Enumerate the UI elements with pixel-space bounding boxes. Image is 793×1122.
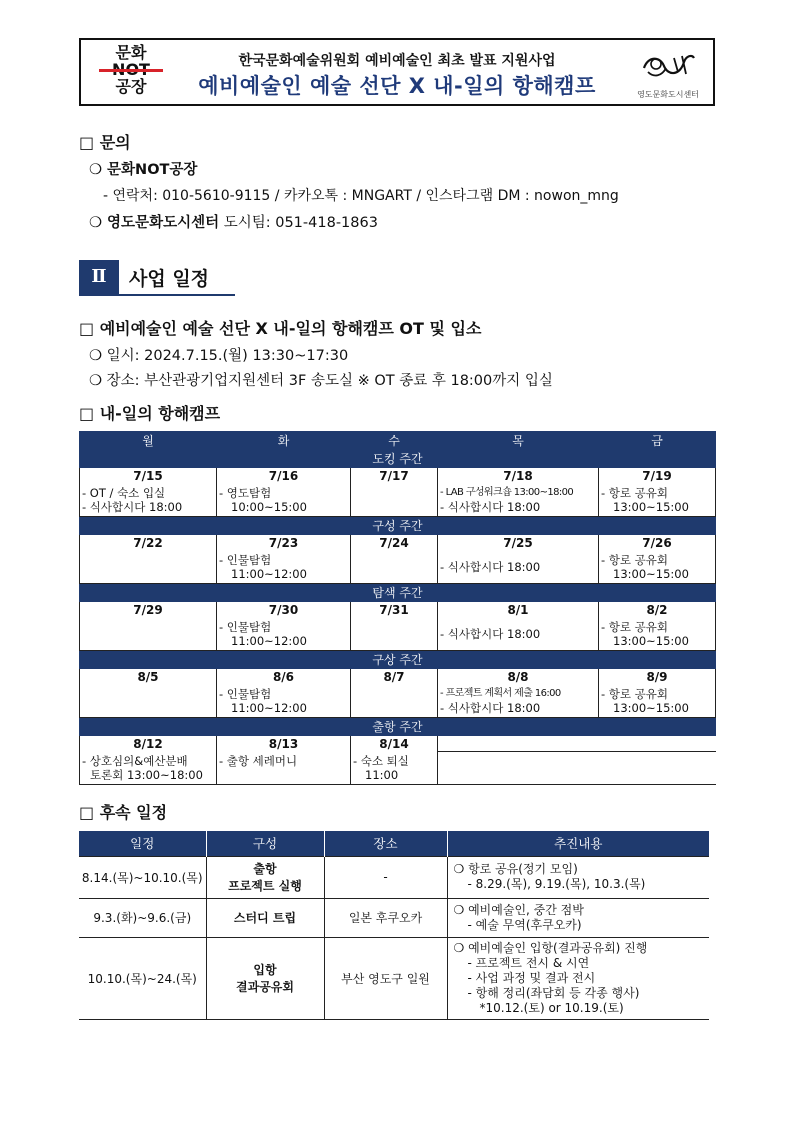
activity-line: - 식사합시다 18:00: [440, 499, 541, 514]
content-line: - 항해 정리(좌담회 등 각종 행사): [467, 985, 640, 1000]
composition-cell: [206, 856, 324, 898]
weekday-header-row: [80, 432, 716, 450]
camp-schedule-table: [79, 431, 716, 785]
weekday-mon: 월: [80, 432, 217, 450]
week-label-row: [80, 584, 716, 602]
date-cell: 7/22: [80, 535, 217, 551]
activity-line: - 상호심의&예산분배: [82, 753, 188, 768]
date-cell: 7/17: [351, 468, 438, 484]
date-cell: 8/14: [351, 736, 438, 752]
activity-time: 13:00~15:00: [613, 499, 689, 514]
activity-line: - 식사합시다 18:00: [82, 499, 183, 514]
activity-time: 11:00: [365, 767, 399, 782]
section-number: Ⅱ: [79, 260, 119, 294]
week-label: 구성 주간: [80, 517, 716, 535]
content-line: - 예술 무역(후쿠오카): [467, 917, 582, 932]
activity-time: 11:00~12:00: [231, 700, 307, 715]
weekday-tue: 화: [217, 432, 351, 450]
activity-cell: [80, 551, 217, 584]
date-cell: 8/12: [80, 736, 217, 752]
activity-cell: [351, 551, 438, 584]
date-row: [80, 669, 716, 685]
date-cell: 7/31: [351, 602, 438, 618]
activity-line: - 항로 공유회: [601, 619, 669, 634]
week-label-row: [80, 651, 716, 669]
activity-line: - 인물탐험: [219, 619, 272, 634]
date-cell: 7/25: [438, 535, 599, 551]
date-row: [80, 535, 716, 551]
activity-line: - 항로 공유회: [601, 485, 669, 500]
activity-line: - LAB 구성워크숍 13:00~18:00: [440, 486, 574, 498]
week-label: 출항 주간: [80, 718, 716, 736]
section-underline: [79, 294, 235, 296]
activity-line: 토론회 13:00~18:00: [90, 767, 203, 782]
activity-line: - 인물탐험: [219, 686, 272, 701]
date-row: [80, 468, 716, 484]
composition-line: 출항: [253, 862, 277, 876]
activity-line: - 식사합시다 18:00: [440, 559, 541, 574]
activity-row: [80, 752, 716, 785]
activity-cell: [438, 685, 599, 718]
inquiry-org2-detail: 도시팀: 051-418-1863: [219, 215, 378, 231]
place-cell: -: [324, 856, 447, 898]
activity-cell: [438, 484, 599, 517]
activity-cell: [217, 484, 351, 517]
weekday-fri: 금: [599, 432, 716, 450]
date-cell: 7/19: [599, 468, 716, 484]
logo-line-1: 문화: [115, 43, 147, 62]
activity-time: 13:00~15:00: [613, 700, 689, 715]
activity-cell: [80, 685, 217, 718]
content-line: *10.12.(토) or 10.19.(토): [479, 1000, 624, 1015]
activity-cell: [438, 551, 599, 584]
ot-place: ❍ 장소: 부산관광기업지원센터 3F 송도실 ※ OT 종료 후 18:00까지 입실: [89, 373, 553, 389]
ot-heading: □ 예비예술인 예술 선단 X 내-일의 항해캠프 OT 및 입소: [79, 319, 482, 338]
empty-cell: [438, 736, 716, 752]
period-cell: 10.10.(목)~24.(목): [79, 937, 206, 1019]
activity-cell: [599, 484, 716, 517]
composition-line: 스터디 트립: [233, 911, 297, 925]
yeongdo-culture-center-logo: [633, 48, 703, 100]
date-cell: 8/6: [217, 669, 351, 685]
week-label-row: [80, 517, 716, 535]
content-line: ❍ 예비예술인 입항(결과공유회) 진행: [453, 940, 648, 955]
activity-line: - 출항 세레머니: [219, 753, 298, 768]
section-title: 사업 일정: [129, 268, 210, 290]
activity-line: - 인물탐험: [219, 552, 272, 567]
week-label: 구상 주간: [80, 651, 716, 669]
composition-line: 입항: [253, 963, 277, 977]
activity-cell: [351, 484, 438, 517]
week-label: 탐색 주간: [80, 584, 716, 602]
followup-row: [79, 856, 709, 898]
period-cell: 8.14.(목)~10.10.(목): [79, 856, 206, 898]
date-cell: 7/30: [217, 602, 351, 618]
place-cell: 일본 후쿠오카: [324, 898, 447, 937]
activity-cell: [217, 685, 351, 718]
activity-cell: [80, 618, 217, 651]
date-cell: 7/23: [217, 535, 351, 551]
composition-cell: [206, 937, 324, 1019]
date-cell: 8/13: [217, 736, 351, 752]
activity-line: - 식사합시다 18:00: [440, 626, 541, 641]
week-label-row: [80, 718, 716, 736]
activity-cell: [599, 685, 716, 718]
activity-row: [80, 685, 716, 718]
col-period: 일정: [79, 831, 206, 856]
inquiry-org1: ❍ 문화NOT공장: [89, 162, 198, 178]
activity-line: - 항로 공유회: [601, 686, 669, 701]
date-cell: 8/7: [351, 669, 438, 685]
composition-cell: [206, 898, 324, 937]
followup-header-row: [79, 831, 709, 856]
followup-heading: □ 후속 일정: [79, 803, 168, 822]
date-cell: 7/18: [438, 468, 599, 484]
inquiry-org1-detail: - 연락처: 010-5610-9115 / 카카오톡 : MNGART / 인스타그램 DM : nowon_mng: [103, 188, 619, 204]
header-subtitle: 한국문화예술위원회 예비예술인 최초 발표 지원사업: [238, 53, 556, 69]
composition-line: 프로젝트 실행: [228, 879, 302, 893]
activity-time: 11:00~12:00: [231, 633, 307, 648]
activity-cell: [217, 752, 351, 785]
activity-time: 13:00~15:00: [613, 566, 689, 581]
activity-line: - 영도탐험: [219, 485, 272, 500]
content-line: - 8.29.(목), 9.19.(목), 10.3.(목): [467, 877, 646, 891]
inquiry-heading: □ 문의: [79, 133, 131, 152]
date-row: [80, 602, 716, 618]
activity-cell: [351, 752, 438, 785]
activity-line: - 프로젝트 계획서 제출 16:00: [440, 687, 561, 699]
date-cell: 7/16: [217, 468, 351, 484]
camp-heading: □ 내-일의 항해캠프: [79, 404, 221, 423]
activity-line: - 항로 공유회: [601, 552, 669, 567]
date-cell: 7/24: [351, 535, 438, 551]
ot-date: ❍ 일시: 2024.7.15.(월) 13:30~17:30: [89, 348, 349, 364]
activity-row: [80, 618, 716, 651]
empty-cell: [438, 752, 716, 785]
activity-row: [80, 551, 716, 584]
header-title: 예비예술인 예술 선단 X 내-일의 항해캠프: [198, 74, 596, 98]
activity-cell: [80, 752, 217, 785]
date-row: [80, 736, 716, 752]
activity-row: [80, 484, 716, 517]
content-line: ❍ 항로 공유(정기 모임): [453, 862, 578, 876]
activity-line: - OT / 숙소 입실: [82, 485, 166, 500]
content-line: - 사업 과정 및 결과 전시: [467, 970, 596, 985]
col-composition: 구성: [206, 831, 324, 856]
content-line: - 프로젝트 전시 & 시연: [467, 955, 590, 970]
followup-row: [79, 937, 709, 1019]
date-cell: 7/29: [80, 602, 217, 618]
activity-cell: [438, 618, 599, 651]
date-cell: 8/5: [80, 669, 217, 685]
content-cell: [447, 937, 709, 1019]
composition-line: 결과공유회: [236, 980, 294, 994]
activity-time: 11:00~12:00: [231, 566, 307, 581]
date-cell: 8/9: [599, 669, 716, 685]
content-cell: [447, 898, 709, 937]
weekday-wed: 수: [351, 432, 438, 450]
date-cell: 7/26: [599, 535, 716, 551]
logo-line-3: 공장: [115, 77, 147, 96]
date-cell: 8/2: [599, 602, 716, 618]
section-heading: [79, 260, 235, 296]
document-header: [79, 38, 715, 106]
activity-cell: [217, 618, 351, 651]
activity-cell: [351, 618, 438, 651]
activity-cell: [599, 618, 716, 651]
activity-cell: [217, 551, 351, 584]
content-cell: [447, 856, 709, 898]
inquiry-org2-name: ❍ 영도문화도시센터: [89, 215, 220, 231]
week-label-row: [80, 450, 716, 468]
activity-line: - 식사합시다 18:00: [440, 700, 541, 715]
activity-cell: [351, 685, 438, 718]
logo-right-caption: 영도문화도시센터: [637, 90, 699, 99]
inquiry-org2: [89, 211, 378, 232]
followup-table: [79, 831, 709, 1020]
activity-cell: [80, 484, 217, 517]
col-place: 장소: [324, 831, 447, 856]
activity-line: - 숙소 퇴실: [353, 753, 409, 768]
weekday-thu: 목: [438, 432, 599, 450]
activity-cell: [599, 551, 716, 584]
yeongdo-logo-mark-icon: [638, 48, 698, 84]
period-cell: 9.3.(화)~9.6.(금): [79, 898, 206, 937]
place-cell: 부산 영도구 일원: [324, 937, 447, 1019]
col-content: 추진내용: [447, 831, 709, 856]
activity-time: 13:00~15:00: [613, 633, 689, 648]
date-cell: 8/1: [438, 602, 599, 618]
week-label: 도킹 주간: [80, 450, 716, 468]
followup-row: [79, 898, 709, 937]
date-cell: 7/15: [80, 468, 217, 484]
activity-time: 10:00~15:00: [231, 499, 307, 514]
date-cell: 8/8: [438, 669, 599, 685]
content-line: ❍ 예비예술인, 중간 점박: [453, 902, 584, 917]
